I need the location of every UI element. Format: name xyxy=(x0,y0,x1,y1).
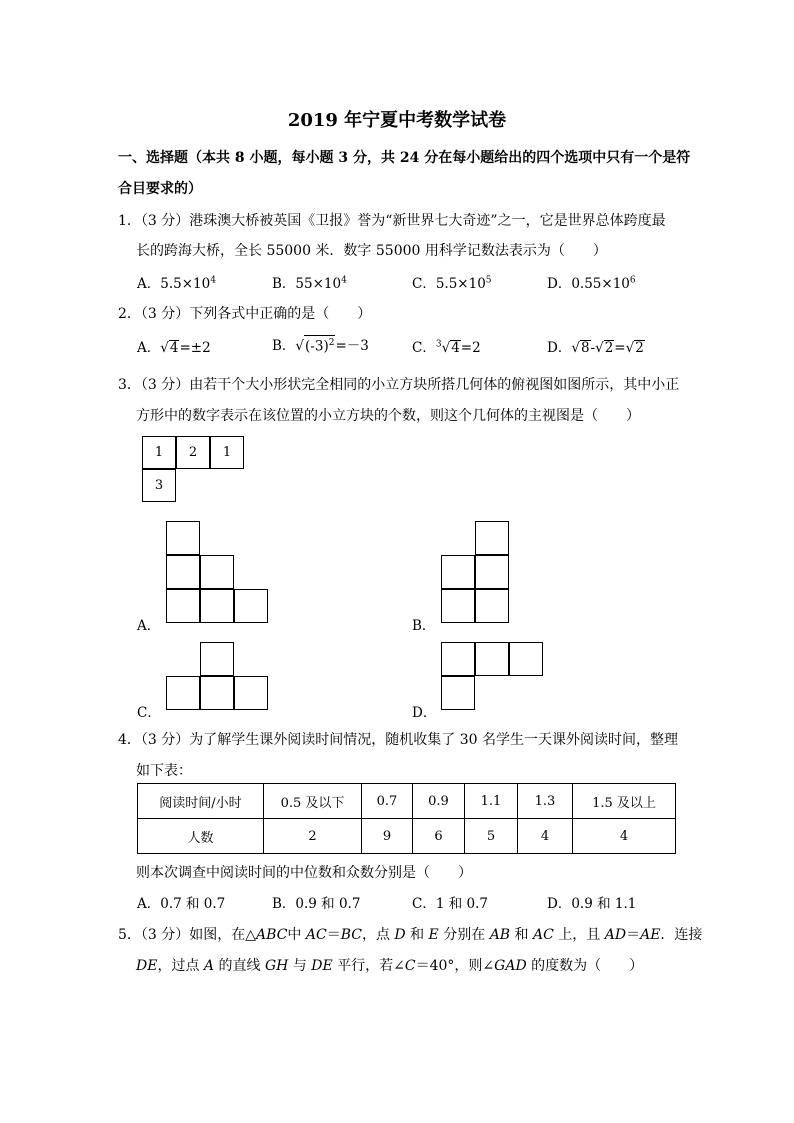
table-cell: 4 xyxy=(518,819,573,854)
section-heading-line1: 一、选择题（本共 8 小题，每小题 3 分，共 24 分在每小题给出的四个选项中只有一个是符 xyxy=(118,150,691,166)
q5-line2: DE，过点 A 的直线 GH 与 DE 平行，若∠C＝40°，则∠GAD 的度数为（ ） xyxy=(136,958,644,974)
table-cell: 4 xyxy=(573,819,676,854)
table-cell: 0.7 xyxy=(362,784,413,819)
q2-option-b: B．$√(-3)^2=-3$ xyxy=(272,334,369,354)
q2-option-a: A．√4=±2 xyxy=(137,340,211,356)
table-cell: 0.9 xyxy=(413,784,465,819)
q3-option-c-label: C． xyxy=(137,705,161,721)
table-header-row xyxy=(138,784,676,819)
cube-square xyxy=(166,521,200,555)
q3-option-b-label: B． xyxy=(412,618,436,634)
cube-square xyxy=(441,589,475,623)
cube-square xyxy=(475,555,509,589)
cube-square xyxy=(441,555,475,589)
q2-option-c: C．$^3$√4=2 xyxy=(412,339,481,356)
table-cell: 6 xyxy=(413,819,465,854)
q5-line1: 5．（3 分）如图，在△ABC中 AC＝BC，点 D 和 E 分别在 AB 和 AC 上，且 AD＝AE．连接 xyxy=(118,927,703,943)
q4-option-b: B．0.9 和 0.7 xyxy=(272,896,361,912)
q1-option-d: D．$0.55\times 10^6$ xyxy=(547,275,636,292)
q1-line2: 长的跨海大桥，全长 55000 米．数字 55000 用科学记数法表示为（ ） xyxy=(136,243,607,259)
cube-square xyxy=(234,589,268,623)
top-view-cell: 1 xyxy=(210,436,244,469)
q1-option-b: B．$55\times 10^4$ xyxy=(272,275,347,292)
cube-square xyxy=(166,676,200,710)
cube-square xyxy=(475,589,509,623)
cube-square xyxy=(475,521,509,555)
cube-square xyxy=(509,642,543,676)
cube-square xyxy=(166,589,200,623)
table-cell: 9 xyxy=(362,819,413,854)
q3-option-a-label: A． xyxy=(137,618,161,634)
q4-option-d: D．0.9 和 1.1 xyxy=(547,896,637,912)
cube-square xyxy=(166,555,200,589)
table-cell: 1.5 及以上 xyxy=(573,784,676,819)
q4-option-c: C．1 和 0.7 xyxy=(412,896,488,912)
top-view-cell: 1 xyxy=(142,436,176,469)
cube-square xyxy=(234,676,268,710)
q1-line1: 1．（3 分）港珠澳大桥被英国《卫报》誉为“新世界七大奇迹”之一，它是世界总体跨度最 xyxy=(118,213,666,229)
q2-line1: 2．（3 分）下列各式中正确的是（ ） xyxy=(118,306,372,322)
q1-option-c: C．$5.5\times 10^5$ xyxy=(412,275,492,292)
table-cell: 1.1 xyxy=(465,784,518,819)
table-row xyxy=(138,819,676,854)
q4-line3: 则本次调查中阅读时间的中位数和众数分别是（ ） xyxy=(136,865,472,881)
cube-square xyxy=(441,676,475,710)
top-view-cell: 3 xyxy=(142,469,176,502)
q2-option-d: D．√8-√2=√2 xyxy=(547,340,644,356)
q3-line2: 方形中的数字表示在该位置的小立方块的个数，则这个几何体的主视图是（ ） xyxy=(136,408,640,424)
q4-line1: 4．（3 分）为了解学生课外阅读时间情况，随机收集了 30 名学生一天课外阅读时间，整理 xyxy=(118,732,678,748)
table-cell: 1.3 xyxy=(518,784,573,819)
top-view-cell: 2 xyxy=(176,436,210,469)
q3-line1: 3．（3 分）由若干个大小形状完全相同的小立方块所搭几何体的俯视图如图所示，其中小正 xyxy=(118,377,680,393)
q1-option-a: A．$5.5\times 10^4$ xyxy=(137,275,216,292)
table-cell: 阅读时间/小时 xyxy=(138,784,264,819)
table-cell: 人数 xyxy=(138,819,264,854)
section-heading-line2: 合目要求的） xyxy=(118,181,202,197)
cube-square xyxy=(441,642,475,676)
cube-square xyxy=(200,589,234,623)
table-cell: 0.5 及以下 xyxy=(264,784,362,819)
table-cell: 2 xyxy=(264,819,362,854)
reading-time-table xyxy=(137,783,676,854)
page-title: 2019 年宁夏中考数学试卷 xyxy=(287,110,507,131)
cube-square xyxy=(475,642,509,676)
q4-option-a: A．0.7 和 0.7 xyxy=(137,896,226,912)
table-cell: 5 xyxy=(465,819,518,854)
q3-option-d-label: D． xyxy=(412,705,437,721)
q4-line2: 如下表： xyxy=(136,763,192,779)
cube-square xyxy=(200,555,234,589)
cube-square xyxy=(200,642,234,676)
cube-square xyxy=(200,676,234,710)
